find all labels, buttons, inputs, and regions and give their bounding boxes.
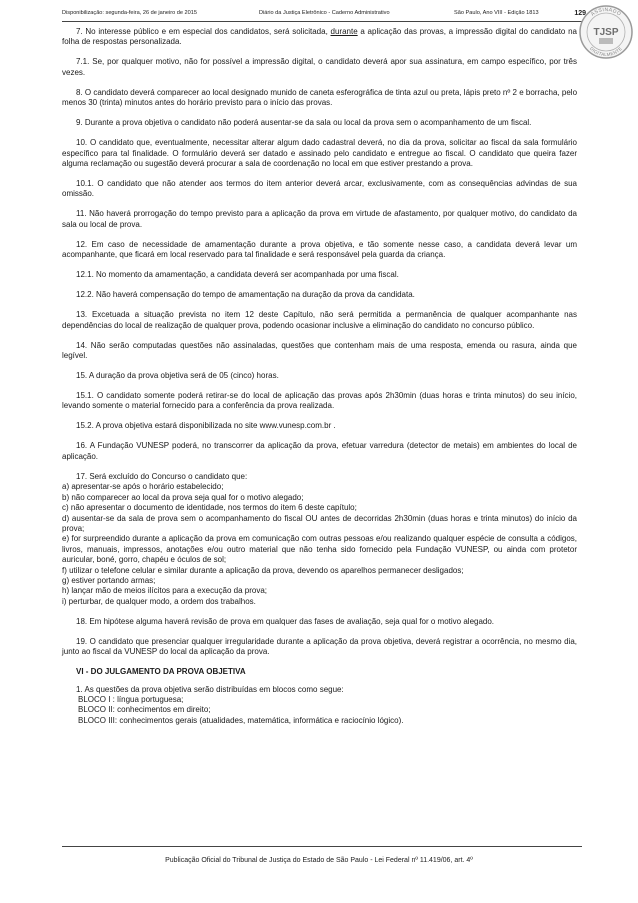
page-footer: Publicação Oficial do Tribunal de Justiça do Estado de São Paulo - Lei Federal nº 11.419/06, art. 4º <box>165 857 473 864</box>
paragraph-16: 16. A Fundação VUNESP poderá, no transcorrer da aplicação da prova, efetuar varredura (detector de metais) em ambientes do local de aplicação. <box>62 441 577 461</box>
paragraph-15: 15. A duração da prova objetiva será de 05 (cinco) horas. <box>76 371 279 381</box>
list-item: h) lançar mão de meios ilícitos para a execução da prova; <box>62 586 267 596</box>
paragraph-15-1: 15.1. O candidato somente poderá retirar-se do local de aplicação das provas após 2h30min (duas horas e trinta minutos) do seu início, levando somente o material fornecido para a conferência da prova realizada. <box>62 391 577 411</box>
paragraph-7-text-end: a aplicação das provas, a impressão digital do candidato na folha de respostas personalizada. <box>62 27 577 47</box>
list-item: BLOCO I : língua portuguesa; <box>78 694 184 704</box>
list-item: c) não apresentar o documento de identidade, nos termos do item 6 deste capítulo; <box>62 503 357 513</box>
paragraph-8: 8. O candidato deverá comparecer ao local designado munido de caneta esferográfica de tinta azul ou preta, lápis preto nº 2 e borracha, pelo menos 30 (trinta) minutos antes do horário previsto para o início das provas. <box>62 87 578 108</box>
paragraph-10: 10. O candidato que, eventualmente, necessitar alterar algum dado cadastral deverá, no dia da prova, solicitar ao fiscal da sala formulário específico para tal finalidade. O formulário deverá ser datado e assinado pelo candidato e entregue ao fiscal. O candidato que queira fazer alguma reclamação ou sugestão deverá procurar a sala de coordenação no local em que estiver prestando a prova. <box>62 138 577 169</box>
header-edition: São Paulo, Ano VIII - Edição 1813 <box>454 10 539 16</box>
section-vi-intro: 1. As questões da prova objetiva serão distribuídas em blocos como segue: <box>76 684 344 694</box>
digital-signature-seal-icon <box>578 4 634 60</box>
list-item: i) perturbar, de qualquer modo, a ordem dos trabalhos. <box>62 596 256 606</box>
paragraph-18: 18. Em hipótese alguma haverá revisão de prova em qualquer das fases de avaliação, seja qual for o motivo alegado. <box>76 616 495 626</box>
paragraph-10-1: 10.1. O candidato que não atender aos termos do item anterior deverá arcar, exclusivamente, com as consequências advindas de sua omissão. <box>62 179 577 199</box>
section-heading: VI - DO JULGAMENTO DA PROVA OBJETIVA <box>76 667 246 677</box>
paragraph-7-text: 7. No interesse público e em especial dos candidatos, será solicitada, <box>76 27 331 36</box>
paragraph-17-intro: 17. Será excluído do Concurso o candidato que: <box>76 471 248 481</box>
list-item: f) utilizar o telefone celular e similar durante a aplicação da prova, devendo os aparelhos permanecer desligados; <box>62 565 464 575</box>
header-divider <box>62 21 586 22</box>
seal-center-text: TJSP <box>593 27 619 38</box>
footer-divider <box>62 846 582 847</box>
list-item: g) estiver portando armas; <box>62 575 156 585</box>
seal-bottom-text: DIGITALMENTE <box>588 45 624 58</box>
paragraph-7-underlined: durante <box>330 27 358 36</box>
paragraph-12-1: 12.1. No momento da amamentação, a candidata deverá ser acompanhada por uma fiscal. <box>76 270 399 280</box>
section-vi-body <box>62 685 577 727</box>
paragraph-9: 9. Durante a prova objetiva o candidato não poderá ausentar-se da sala ou local da prova sem o acompanhamento de um fiscal. <box>76 118 532 128</box>
paragraph-14: 14. Não serão computadas questões não assinaladas, questões que contenham mais de uma resposta, emenda ou rasura, ainda que legível. <box>62 340 577 361</box>
seal-top-text: ASSINADO <box>589 6 623 18</box>
list-item: BLOCO III: conhecimentos gerais (atualidades, matemática, informática e raciocínio lógico). <box>78 715 404 725</box>
page-number: 129 <box>574 9 586 17</box>
paragraph-19: 19. O candidato que presenciar qualquer irregularidade durante a aplicação da prova objetiva, deverá registrar a ocorrência, no mesmo dia, junto ao fiscal da VUNESP do local da aplicação da prova. <box>62 636 577 657</box>
paragraph-17 <box>62 472 577 607</box>
list-item: d) ausentar-se da sala de prova sem o acompanhamento do fiscal OU antes de decorridas 2h30min (duas horas e trinta minutos) do início da prova; <box>62 513 577 533</box>
document-body <box>62 27 577 726</box>
paragraph-7-1: 7.1. Se, por qualquer motivo, não for possível a impressão digital, o candidato deverá apor sua assinatura, em campo específico, por três vezes. <box>62 57 577 77</box>
list-item: BLOCO II: conhecimentos em direito; <box>78 705 211 715</box>
list-item: a) apresentar-se após o horário estabelecido; <box>62 482 224 492</box>
list-item: e) for surpreendido durante a aplicação da prova em comunicação com outras pessoas e/ou realizando qualquer espécie de consulta a códigos, livros, manuais, impressos, anotações e/ou outro material que não tenha sido fornecido pela Fundação VUNESP, ou ainda com protetor auricular, boné, gorro, chapéu e óculos de sol; <box>62 534 577 565</box>
list-item: b) não comparecer ao local da prova seja qual for o motivo alegado; <box>62 492 304 502</box>
paragraph-15-2: 15.2. A prova objetiva estará disponibilizada no site www.vunesp.com.br . <box>76 421 336 431</box>
paragraph-13: 13. Excetuada a situação prevista no item 12 deste Capítulo, não será permitida a permanência de qualquer acompanhante nas dependências do local de realização de qualquer prova, podendo ocasionar inclusive a eliminação do candidato no concurso público. <box>62 310 577 330</box>
paragraph-7 <box>62 27 577 48</box>
header-date: Disponibilização: segunda-feira, 26 de janeiro de 2015 <box>62 10 197 16</box>
paragraph-11: 11. Não haverá prorrogação do tempo previsto para a aplicação da prova em virtude de afastamento, por qualquer motivo, do candidato da sala ou local de prova. <box>62 209 577 229</box>
paragraph-12-2: 12.2. Não haverá compensação do tempo de amamentação na duração da prova da candidata. <box>76 290 415 300</box>
header-publication: Diário da Justiça Eletrônico - Caderno Administrativo <box>259 10 390 16</box>
page-header <box>62 3 586 23</box>
paragraph-12: 12. Em caso de necessidade de amamentação durante a prova objetiva, e tão somente nesse caso, a candidata deverá levar um acompanhante, que ficará em local reservado para tal finalidade e será responsável pela guarda da criança. <box>62 239 577 260</box>
